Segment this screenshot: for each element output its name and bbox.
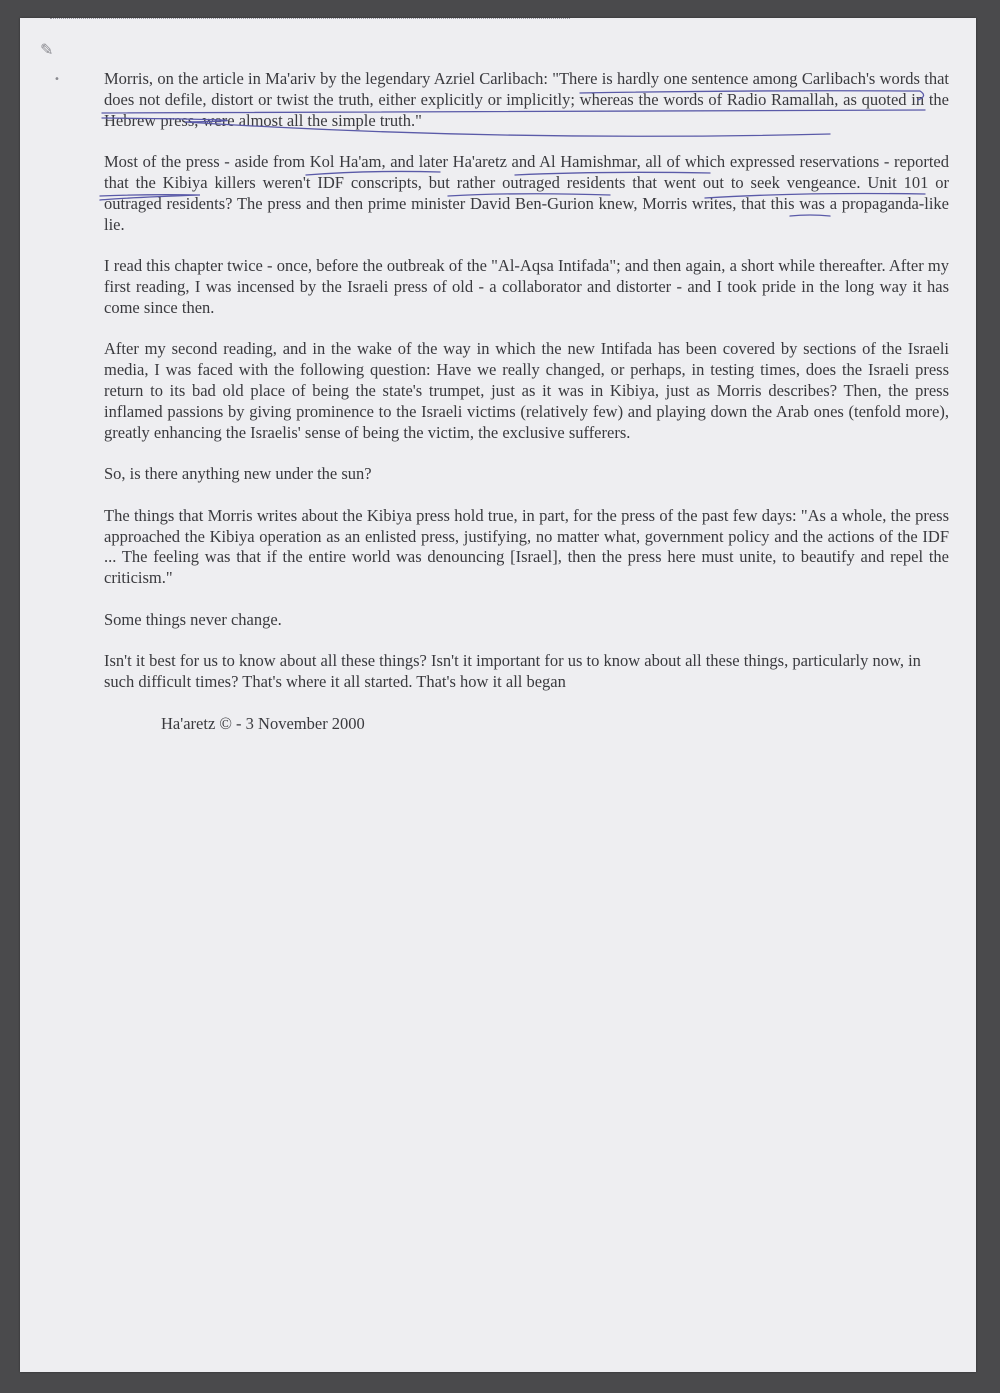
paragraph-6: The things that Morris writes about the Kibiya press hold true, in part, for the press of the past few days: "As a whole, the press approached the Kibiya operation as an enlisted press, justifying, no matter what, government policy and the actions of the IDF ... The feeling was that if the entire world was denouncing [Israel], then the press here must unite, to beautify and repel the criticism." xyxy=(104,505,949,588)
paragraph-5: So, is there anything new under the sun? xyxy=(104,464,372,484)
ink-mark: ✎ xyxy=(40,40,54,59)
source-signature: Ha'aretz © - 3 November 2000 xyxy=(161,713,365,733)
paragraph-3: I read this chapter twice - once, before the outbreak of the "Al-Aqsa Intifada"; and then again, a short while thereafter. After my first reading, I was incensed by the Israeli press of old - a collaborator and distorter - and I took pride in the long way it has come since then. xyxy=(104,256,949,317)
scan-artifact xyxy=(50,18,570,23)
paragraph-2: Most of the press - aside from Kol Ha'am, and later Ha'aretz and Al Hamishmar, all of which expressed reservations - reported that the Kibiya killers weren't IDF conscripts, but rather outraged residents that went out to seek vengeance. Unit 101 or outraged residents? The press and then prime minister David Ben-Gurion knew, Morris writes, that this was a propaganda-like lie. xyxy=(104,152,949,234)
paragraph-8: Isn't it best for us to know about all these things? Isn't it important for us to know about all these things, particularly now, in such difficult times? That's where it all started. That's how it all began xyxy=(104,651,921,692)
document-body xyxy=(104,69,949,735)
document-page xyxy=(20,18,976,1372)
ink-dot: • xyxy=(54,74,60,85)
paragraph-7: Some things never change. xyxy=(104,609,282,629)
paragraph-4: After my second reading, and in the wake of the way in which the new Intifada has been covered by sections of the Israeli media, I was faced with the following question: Have we really changed, or perhaps, in testing times, does the Israeli press return to its bad old place of being the state's trumpet, just as it was in Kibiya, just as Morris describes? Then, the press inflamed passions by giving prominence to the Israeli victims (relatively few) and playing down the Arab ones (tenfold more), greatly enhancing the Israelis' sense of being the victim, the exclusive sufferers. xyxy=(104,339,949,442)
paragraph-1: Morris, on the article in Ma'ariv by the legendary Azriel Carlibach: "There is hardly one sentence among Carlibach's words that does not defile, distort or twist the truth, either explicitly or implicitly; whereas the words of Radio Ramallah, as quoted in the Hebrew press, were almost all the simple truth." xyxy=(104,69,949,130)
